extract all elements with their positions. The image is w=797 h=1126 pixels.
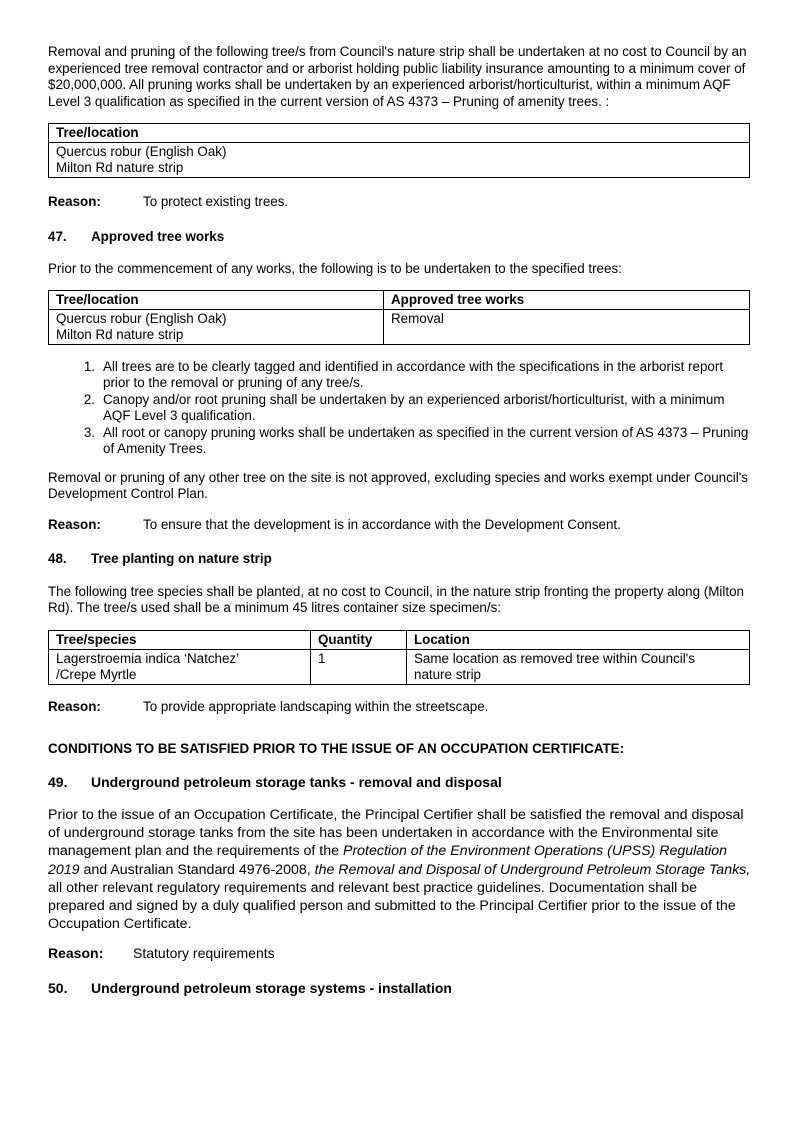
table-header: Approved tree works	[384, 290, 750, 309]
table-header: Location	[407, 630, 750, 649]
condition-heading-48: 48. Tree planting on nature strip	[48, 551, 272, 566]
section-heading: CONDITIONS TO BE SATISFIED PRIOR TO THE ISSUE OF AN OCCUPATION CERTIFICATE:	[48, 741, 625, 756]
reason-text: Statutory requirements	[133, 945, 275, 962]
condition-heading-49: 49. Underground petroleum storage tanks - removal and disposal	[48, 773, 502, 790]
table-cell: Quercus robur (English Oak) Milton Rd nature strip	[49, 309, 384, 344]
reason-label: Reason:	[48, 194, 101, 209]
reason-label: Reason:	[48, 698, 101, 714]
condition-47-lead: Prior to the commencement of any works, the following is to be undertaken to the specified trees:	[48, 261, 622, 276]
tree-planting-table	[48, 630, 750, 685]
table-cell: Quercus robur (English Oak) Milton Rd nature strip	[49, 143, 750, 178]
table-cell: Lagerstroemia indica ‘Natchez’ /Crepe Myrtle	[49, 649, 311, 684]
condition-heading-47: 47. Approved tree works	[48, 228, 225, 244]
reason-label: Reason:	[48, 516, 101, 532]
condition-48-lead: The following tree species shall be planted, at no cost to Council, in the nature strip fronting the property along (Milton Rd). The tree/s used shall be a minimum 45 litres container size specimen/s:	[48, 583, 744, 615]
approved-tree-works-table	[48, 290, 750, 345]
list-item: 3. All root or canopy pruning works shall be undertaken as specified in the current version of AS 4373 – Pruning of Amenity Trees.	[83, 424, 749, 456]
reason-row	[48, 517, 752, 534]
tree-removal-table	[48, 123, 750, 178]
table-header: Tree/species	[49, 630, 311, 649]
table-header: Tree/location	[49, 290, 384, 309]
list-item: 2. Canopy and/or root pruning shall be undertaken by an experienced arborist/horticulturist, with a minimum AQF Level 3 qualification.	[83, 391, 725, 423]
document-page	[48, 44, 752, 1012]
table-cell: Removal	[384, 309, 750, 344]
reason-row	[48, 194, 752, 211]
condition-heading-50: 50. Underground petroleum storage systems - installation	[48, 979, 452, 996]
reason-text: To provide appropriate landscaping within the streetscape.	[143, 698, 489, 714]
reason-label: Reason:	[48, 945, 104, 962]
reason-row	[48, 945, 752, 962]
condition-47-list	[48, 359, 752, 458]
list-item: 1. All trees are to be clearly tagged and identified in accordance with the specifications in the arborist report prior to the removal or pruning of any tree/s.	[83, 358, 724, 390]
reason-row	[48, 699, 752, 716]
table-header: Tree/location	[49, 124, 750, 143]
condition-49-body: Prior to the issue of an Occupation Certificate, the Principal Certifier shall be satisfied the removal and disposal of underground storage tanks from the site has been undertaken in accordance with the Environmental site management plan and the requirements of the Protection of the Environment Operations (UPSS) Regulation 2019 and Australian Standard 4976-2008, the Removal and Disposal of Underground Petroleum Storage Tanks, all other relevant regulatory requirements and relevant best practice guidelines. Documentation shall be prepared and signed by a duly qualified person and submitted to the Principal Certifier prior to the issue of the Occupation Certificate.	[48, 807, 751, 933]
table-cell: Same location as removed tree within Council's nature strip	[407, 649, 750, 684]
condition-47-note: Removal or pruning of any other tree on the site is not approved, excluding species and works exempt under Council's Development Control Plan.	[48, 469, 749, 501]
intro-paragraph: Removal and pruning of the following tree/s from Council's nature strip shall be undertaken at no cost to Council by an experienced tree removal contractor and or arborist holding public liability insurance amounting to a minimum cover of $20,000,000. All pruning works shall be undertaken by an experienced arborist/horticulturist, within a minimum AQF Level 3 qualification as specified in the current version of AS 4373 – Pruning of amenity trees. :	[48, 44, 747, 109]
table-cell: 1	[311, 649, 407, 684]
reason-text: To ensure that the development is in accordance with the Development Consent.	[143, 516, 621, 532]
reason-text: To protect existing trees.	[143, 194, 289, 209]
table-header: Quantity	[311, 630, 407, 649]
